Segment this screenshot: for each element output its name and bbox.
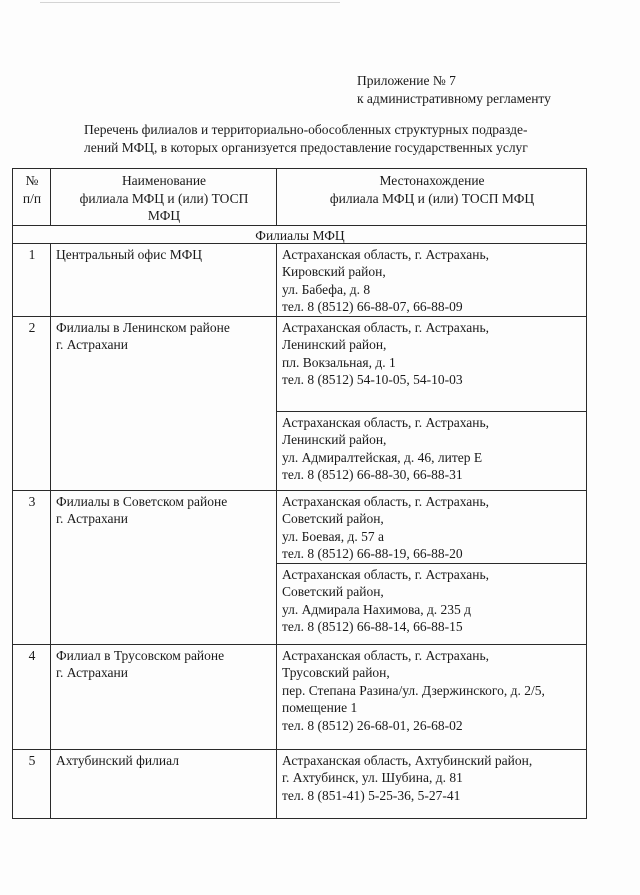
- branch-address: Астраханская область, г. Астрахань, Кировский район, ул. Бабефа, д. 8 тел. 8 (8512) 66-88-07, 66-88-09: [277, 243, 587, 316]
- header-number: № п/п: [13, 169, 51, 226]
- branch-name: Ахтубинский филиал: [51, 749, 277, 818]
- section-row: [13, 225, 587, 243]
- header-name: Наименование филиала МФЦ и (или) ТОСП МФЦ: [51, 169, 277, 226]
- heading-line-1: Перечень филиалов и территориально-обособленных структурных подразде-: [84, 122, 528, 137]
- heading-line-2: лений МФЦ, в которых организуется предоставление государственных услуг: [84, 140, 528, 155]
- branch-name: Филиалы в Ленинском районе г. Астрахани: [51, 316, 277, 490]
- branches-table: [12, 168, 587, 819]
- branch-address: Астраханская область, Ахтубинский район, г. Ахтубинск, ул. Шубина, д. 81 тел. 8 (851-41) 5-25-36, 5-27-41: [277, 749, 587, 818]
- table-row: [13, 316, 587, 411]
- table-row: [13, 243, 587, 316]
- section-title: Филиалы МФЦ: [13, 225, 587, 243]
- branch-name: Филиал в Трусовском районе г. Астрахани: [51, 644, 277, 749]
- appendix-reference: к административному регламенту: [357, 91, 551, 106]
- appendix-label: [357, 72, 551, 108]
- branch-address: Астраханская область, г. Астрахань, Ленинский район, пл. Вокзальная, д. 1 тел. 8 (8512) 54-10-05, 54-10-03: [277, 316, 587, 411]
- table-row: [13, 644, 587, 749]
- row-number: 5: [13, 749, 51, 818]
- branch-name: Центральный офис МФЦ: [51, 243, 277, 316]
- row-number: 3: [13, 490, 51, 644]
- row-number: 2: [13, 316, 51, 490]
- appendix-number: Приложение № 7: [357, 73, 456, 88]
- branch-address: Астраханская область, г. Астрахань, Трусовский район, пер. Степана Разина/ул. Дзержинского, д. 2/5, помещение 1 тел. 8 (8512) 26-68-01, 26-68-02: [277, 644, 587, 749]
- branch-address: Астраханская область, г. Астрахань, Ленинский район, ул. Адмиралтейская, д. 46, литер Е тел. 8 (8512) 66-88-30, 66-88-31: [277, 411, 587, 490]
- document-heading: [84, 121, 584, 157]
- table-row: [13, 490, 587, 563]
- table-header-row: [13, 169, 587, 226]
- row-number: 4: [13, 644, 51, 749]
- scan-edge-line: [40, 2, 340, 3]
- branch-address: Астраханская область, г. Астрахань, Советский район, ул. Адмирала Нахимова, д. 235 д тел. 8 (8512) 66-88-14, 66-88-15: [277, 563, 587, 644]
- branch-name: Филиалы в Советском районе г. Астрахани: [51, 490, 277, 644]
- row-number: 1: [13, 243, 51, 316]
- branch-address: Астраханская область, г. Астрахань, Советский район, ул. Боевая, д. 57 а тел. 8 (8512) 66-88-19, 66-88-20: [277, 490, 587, 563]
- table-row: [13, 749, 587, 818]
- header-location: Местонахождение филиала МФЦ и (или) ТОСП МФЦ: [277, 169, 587, 226]
